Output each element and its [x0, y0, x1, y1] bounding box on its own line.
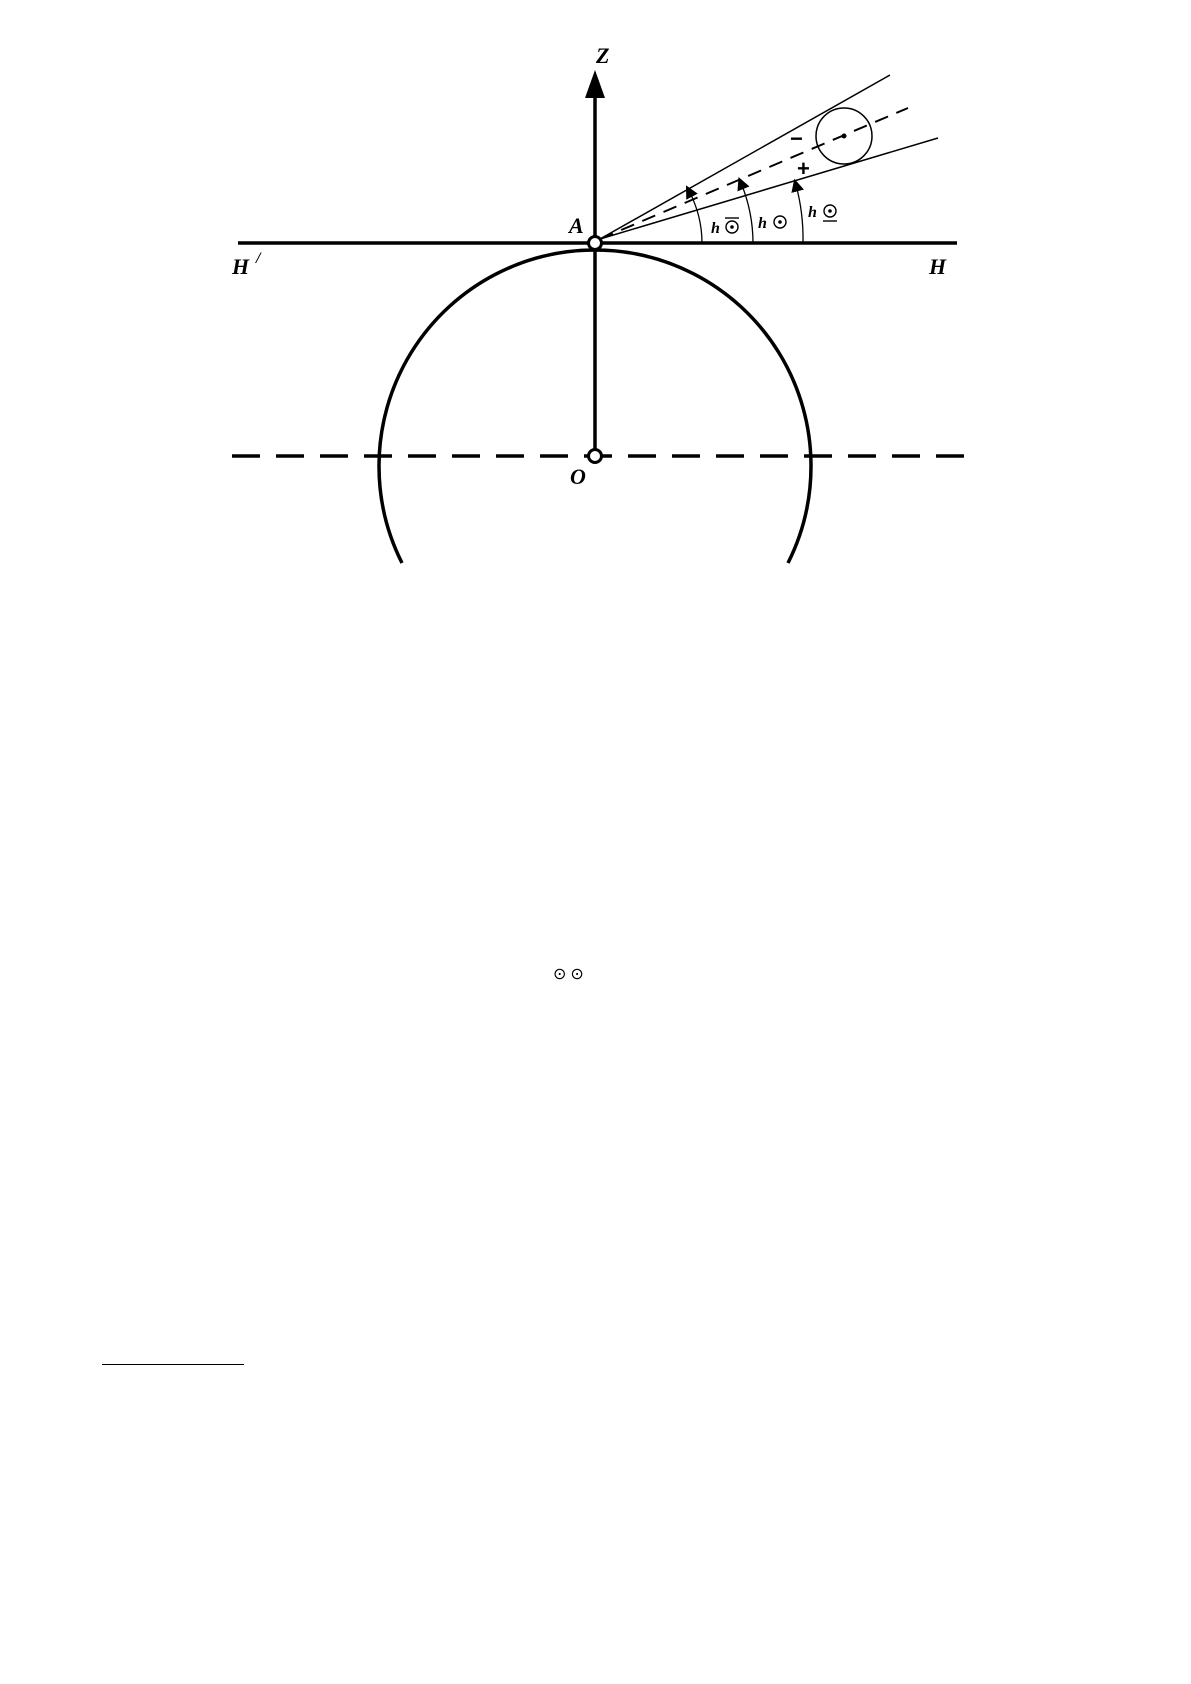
label-minus: −	[790, 126, 803, 151]
center-dashed-ray	[600, 108, 908, 239]
lower-tangent-ray	[600, 138, 938, 239]
footnote-separator	[102, 1364, 244, 1365]
point-a-marker	[589, 237, 602, 250]
label-zenith-z: Z	[596, 43, 610, 68]
sun-center-dot	[842, 134, 847, 139]
label-horizon-left: H	[232, 254, 250, 279]
label-horizon-left-prime: /	[256, 250, 261, 267]
svg-text:h: h	[758, 215, 767, 232]
label-h-center	[758, 215, 786, 232]
upper-limb-symbol: ⊙	[570, 964, 584, 983]
angle-arc-lower-limb	[796, 185, 803, 243]
label-center-o: O	[570, 464, 586, 489]
point-o-marker	[589, 450, 602, 463]
svg-text:h: h	[808, 204, 817, 221]
upper-tangent-ray	[600, 75, 890, 239]
svg-text:h: h	[711, 220, 720, 237]
lower-limb-symbol: ⊙	[553, 964, 567, 983]
angle-arc-center	[741, 183, 753, 243]
limb-symbols	[553, 966, 588, 982]
label-horizon-right: H	[929, 254, 947, 279]
label-plus: +	[797, 156, 810, 181]
zenith-arrow-head	[585, 70, 605, 98]
label-point-a: A	[569, 213, 584, 238]
label-h-upper-limb	[711, 218, 739, 237]
label-h-lower-limb	[808, 204, 837, 221]
